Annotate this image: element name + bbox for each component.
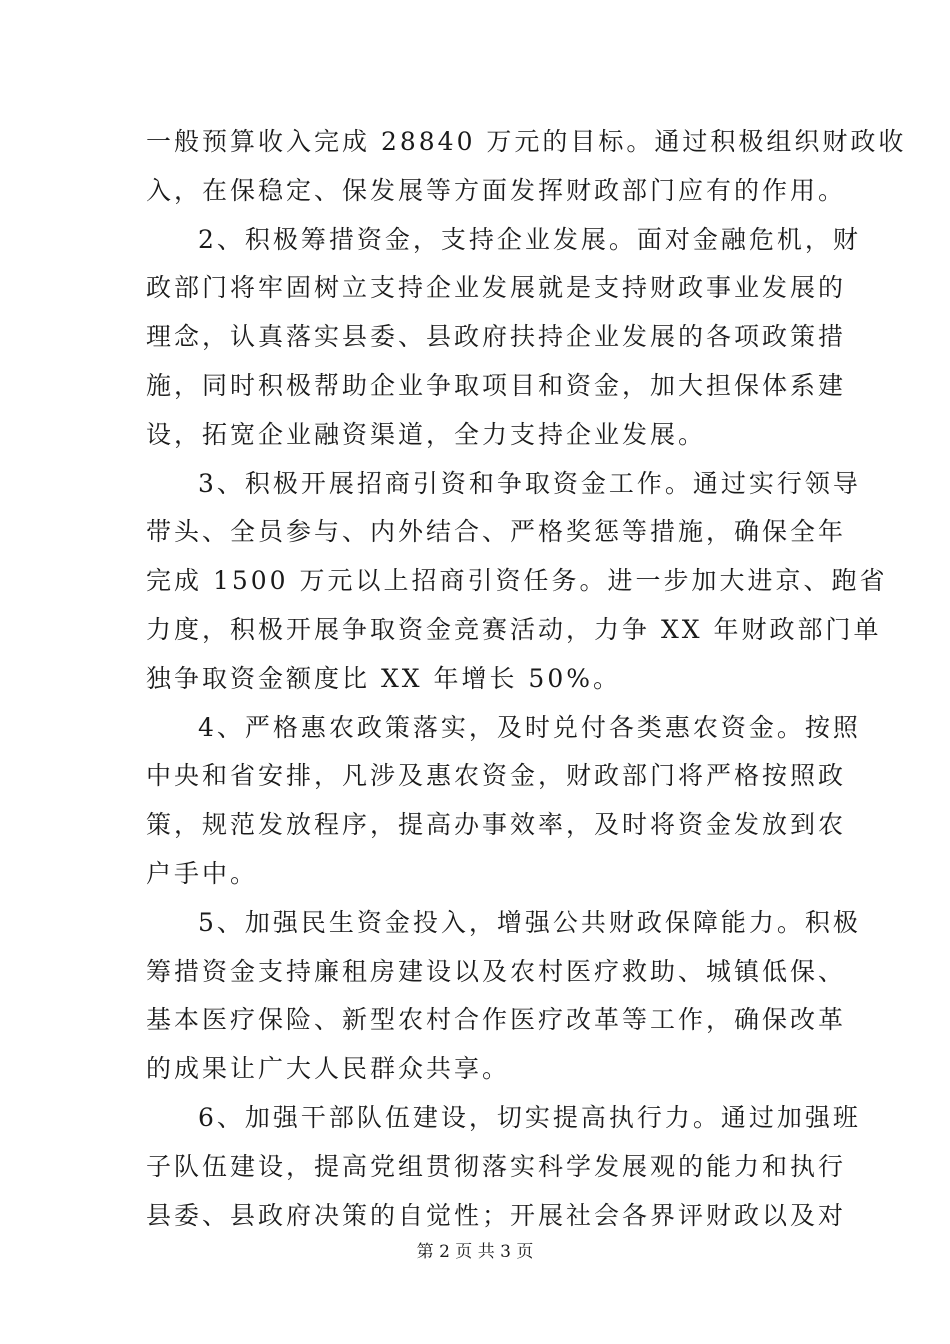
text-line: 入，在保稳定、保发展等方面发挥财政部门应有的作用。 — [146, 175, 847, 205]
text-line: 2、积极筹措资金，支持企业发展。面对金融危机，财 — [198, 224, 861, 254]
text-line: 5、加强民生资金投入，增强公共财政保障能力。积极 — [198, 907, 861, 937]
text-line: 筹措资金支持廉租房建设以及农村医疗救助、城镇低保、 — [146, 956, 847, 986]
text-line: 县委、县政府决策的自觉性；开展社会各界评财政以及对 — [146, 1200, 847, 1230]
page-number-footer: 第 2 页 共 3 页 — [416, 1242, 534, 1262]
text-line: 理念，认真落实县委、县政府扶持企业发展的各项政策措 — [146, 322, 847, 352]
text-line: 力度，积极开展争取资金竞赛活动，力争 XX 年财政部门单 — [146, 614, 882, 644]
text-line: 独争取资金额度比 XX 年增长 50%。 — [146, 663, 622, 693]
text-line: 策，规范发放程序，提高办事效率，及时将资金发放到农 — [146, 810, 847, 840]
document-body — [146, 122, 907, 1244]
text-line: 的成果让广大人民群众共享。 — [146, 1054, 511, 1084]
text-line: 政部门将牢固树立支持企业发展就是支持财政事业发展的 — [146, 273, 847, 303]
text-line: 6、加强干部队伍建设，切实提高执行力。通过加强班 — [198, 1102, 861, 1132]
text-line: 设，拓宽企业融资渠道，全力支持企业发展。 — [146, 419, 707, 449]
text-line: 4、严格惠农政策落实，及时兑付各类惠农资金。按照 — [198, 712, 861, 742]
text-line: 3、积极开展招商引资和争取资金工作。通过实行领导 — [198, 468, 861, 498]
text-line: 户手中。 — [146, 858, 259, 888]
text-line: 施，同时积极帮助企业争取项目和资金，加大担保体系建 — [146, 370, 847, 400]
text-line: 子队伍建设，提高党组贯彻落实科学发展观的能力和执行 — [146, 1151, 847, 1181]
text-line: 基本医疗保险、新型农村合作医疗改革等工作，确保改革 — [146, 1005, 847, 1035]
text-line: 中央和省安排，凡涉及惠农资金，财政部门将严格按照政 — [146, 761, 847, 791]
text-line: 完成 1500 万元以上招商引资任务。进一步加大进京、跑省 — [146, 566, 888, 596]
text-line: 带头、全员参与、内外结合、严格奖惩等措施，确保全年 — [146, 517, 847, 547]
text-line: 一般预算收入完成 28840 万元的目标。通过积极组织财政收 — [146, 127, 907, 156]
